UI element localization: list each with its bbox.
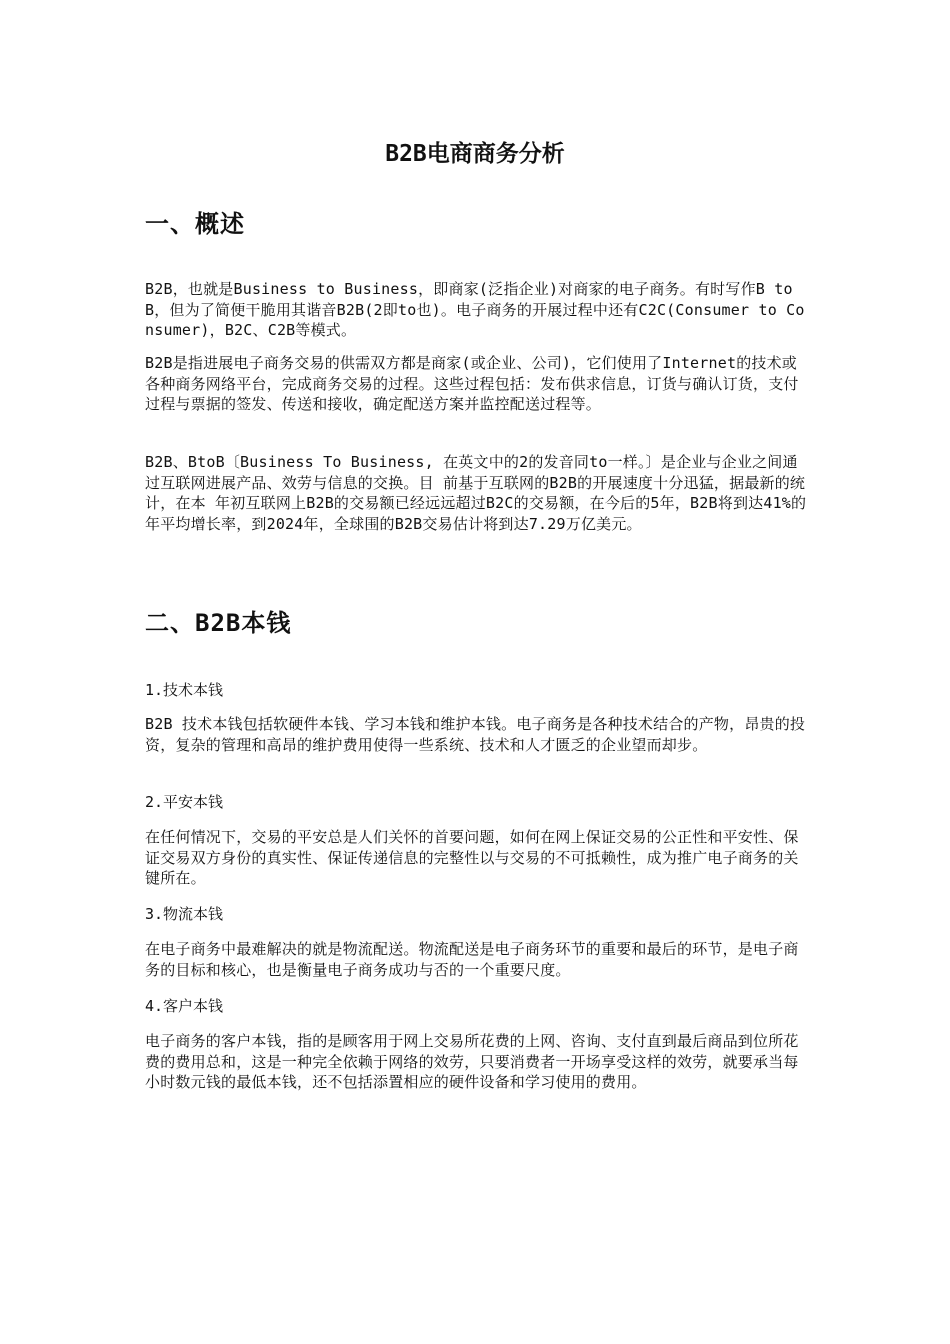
section-heading-costs: 二、B2B本钱 — [145, 609, 292, 637]
security-cost-paragraph: 在任何情况下，交易的平安总是人们关怀的首要问题，如何在网上保证交易的公正性和平安性、保证交易双方身份的真实性、保证传递信息的完整性以与交易的不可抵赖性，成为推广电子商务的关键所在。 — [145, 828, 799, 887]
overview-paragraph: B2B、BtoB〔Business To Business, 在英文中的2的发音同to一样。〕是企业与企业之间通过互联网进展产品、效劳与信息的交换。目 前基于互联网的B2B的开展速度十分迅猛，据最新的统计，在本 年初互联网上B2B的交易额已经远远超过B2C的交易额，在今后的5年，B2B将到达41%的年平均增长率，到2024年，全球围的B2B交易估计将到达7.29万亿美元。 — [145, 453, 807, 533]
overview-paragraph: B2B，也就是Business to Business，即商家(泛指企业)对商家的电子商务。有时写作B to B，但为了简便干脆用其谐音B2B(2即to也)。电子商务的开展过程中还有C2C(Consumer to Consumer)，B2C、C2B等模式。 — [145, 280, 805, 339]
subheading-technical-cost: 1.技术本钱 — [145, 681, 224, 699]
overview-paragraph: B2B是指进展电子商务交易的供需双方都是商家(或企业、公司)，它们使用了Internet的技术或各种商务网络平台，完成商务交易的过程。这些过程包括：发布供求信息，订货与确认订货，支付过程与票据的签发、传送和接收，确定配送方案并监控配送过程等。 — [145, 354, 799, 413]
technical-cost-paragraph: B2B 技术本钱包括软硬件本钱、学习本钱和维护本钱。电子商务是各种技术结合的产物，昂贵的投资，复杂的管理和高昂的维护费用使得一些系统、技术和人才匮乏的企业望而却步。 — [145, 715, 806, 754]
subheading-customer-cost: 4.客户本钱 — [145, 997, 224, 1015]
document-title: B2B电商商务分析 — [385, 141, 565, 167]
subheading-security-cost: 2.平安本钱 — [145, 793, 224, 811]
customer-cost-paragraph: 电子商务的客户本钱，指的是顾客用于网上交易所花费的上网、咨询、支付直到最后商品到位所花费的费用总和，这是一种完全依赖于网络的效劳，只要消费者一开场享受这样的效劳，就要承当每小时数元钱的最低本钱，还不包括添置相应的硬件设备和学习使用的费用。 — [145, 1032, 799, 1091]
logistics-cost-paragraph: 在电子商务中最难解决的就是物流配送。物流配送是电子商务环节的重要和最后的环节，是电子商务的目标和核心，也是衡量电子商务成功与否的一个重要尺度。 — [145, 940, 799, 979]
section-heading-overview: 一、概述 — [145, 210, 245, 238]
subheading-logistics-cost: 3.物流本钱 — [145, 905, 224, 923]
